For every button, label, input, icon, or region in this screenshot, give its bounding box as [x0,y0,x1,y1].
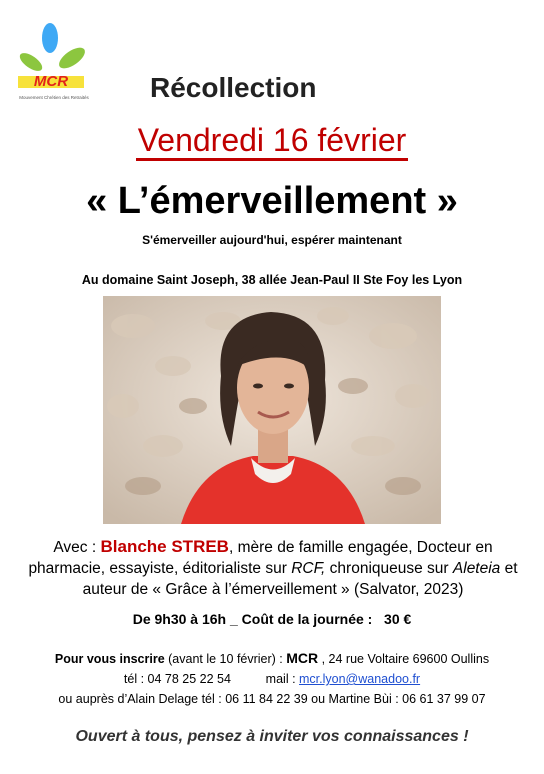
event-date [0,122,544,159]
invite-footer: Ouvert à tous, pensez à inviter vos connaissances ! [75,728,469,745]
registration-tel: tél : 04 78 25 22 54 [123,672,231,686]
registration-line-2 [0,669,544,689]
registration-address: , 24 rue Voltaire 69600 Oullins [318,652,490,666]
bio-text-2: chroniqueuse sur [325,560,453,577]
schedule [0,611,544,627]
bio-rcf: RCF, [291,560,326,577]
cost-value: 30 € [384,611,412,627]
speaker-bio [14,536,532,600]
logo-blue-leaf [42,23,58,53]
logo-caption: Mouvement Chrétien des Retraités [19,95,89,100]
event-venue: Au domaine Saint Joseph, 38 allée Jean-Paul II Ste Foy les Lyon [81,273,463,287]
speaker-photo [103,296,441,524]
logo-text: MCR [33,73,69,90]
event-subtitle: S'émerveiller aujourd'hui, espérer maintenant [142,233,402,247]
event-date-text: Vendredi 16 février [136,122,409,161]
logo-green-leaf-left [17,50,45,75]
cost-label: Coût de la journée : [241,611,373,627]
registration-line-1 [0,648,544,669]
event-type: Récollection [150,72,317,103]
registration-alt: ou auprès d’Alain Delage tél : 06 11 84 22 39 ou Martine Bùi : 06 61 37 99 07 [58,692,486,706]
registration-deadline: (avant le 10 février) : [164,652,287,666]
schedule-sep: _ [226,611,242,627]
bio-aleteia: Aleteia [452,560,501,577]
event-title: « L’émerveillement » [86,180,458,222]
logo-green-leaf-right [56,44,89,73]
registration-org: MCR [286,650,319,666]
bio-text-3: et auteur de « Grâce à l’émerveillement » (Salvator, 2023) [82,560,518,598]
registration [0,648,544,709]
speaker-name: Blanche STREB [100,537,229,556]
schedule-hours: De 9h30 à 16h [132,611,227,627]
registration-mail-label: mail : [265,672,300,686]
registration-label: Pour vous inscrire [54,652,165,666]
bio-text-1: , mère de famille engagée, Docteur en pharmacie, essayiste, éditorialiste sur [28,539,493,577]
registration-mail-link[interactable]: mcr.lyon@wanadoo.fr [299,672,421,686]
mcr-logo [14,20,94,106]
bio-prefix: Avec : [53,539,101,556]
